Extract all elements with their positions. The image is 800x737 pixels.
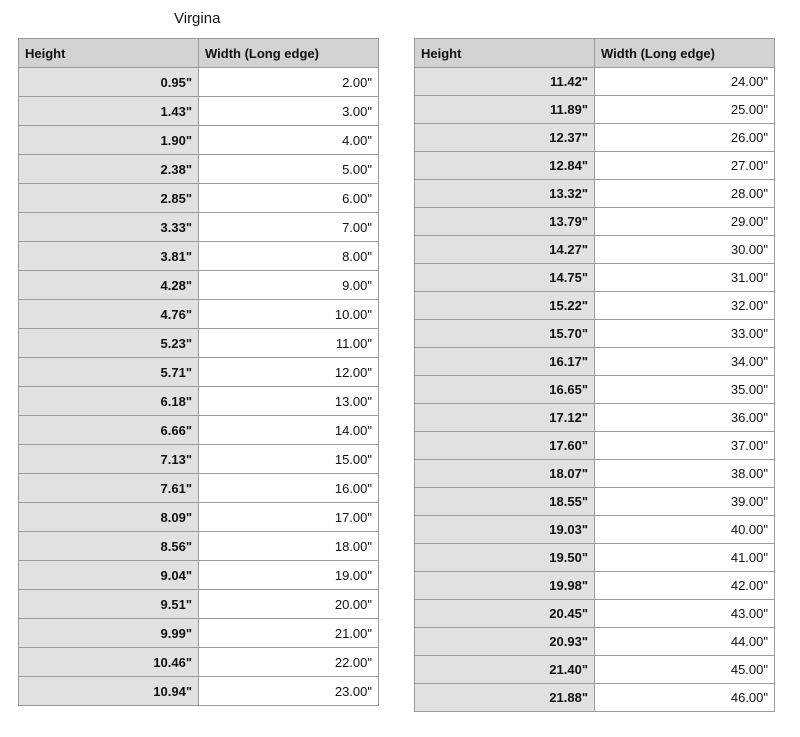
table-row [19, 184, 379, 213]
width-cell: 14.00" [199, 416, 379, 445]
width-cell: 11.00" [199, 329, 379, 358]
table-row [19, 387, 379, 416]
width-cell: 41.00" [595, 544, 775, 572]
width-cell: 43.00" [595, 600, 775, 628]
width-cell: 42.00" [595, 572, 775, 600]
height-cell: 6.66" [19, 416, 199, 445]
height-cell: 0.95" [19, 68, 199, 97]
height-cell: 7.13" [19, 445, 199, 474]
width-cell: 26.00" [595, 124, 775, 152]
width-cell: 40.00" [595, 516, 775, 544]
width-cell: 5.00" [199, 155, 379, 184]
height-cell: 13.32" [415, 180, 595, 208]
width-cell: 21.00" [199, 619, 379, 648]
height-cell: 21.40" [415, 656, 595, 684]
table-row [415, 488, 775, 516]
height-cell: 15.22" [415, 292, 595, 320]
width-cell: 8.00" [199, 242, 379, 271]
size-table-right [414, 38, 775, 712]
table-row [415, 376, 775, 404]
table-row [19, 300, 379, 329]
table-row [19, 213, 379, 242]
width-cell: 46.00" [595, 684, 775, 712]
height-cell: 16.65" [415, 376, 595, 404]
height-cell: 20.93" [415, 628, 595, 656]
table-row [415, 292, 775, 320]
height-cell: 19.03" [415, 516, 595, 544]
width-cell: 34.00" [595, 348, 775, 376]
width-cell: 33.00" [595, 320, 775, 348]
height-cell: 4.28" [19, 271, 199, 300]
height-cell: 10.46" [19, 648, 199, 677]
width-cell: 18.00" [199, 532, 379, 561]
table-row [19, 474, 379, 503]
width-cell: 30.00" [595, 236, 775, 264]
width-cell: 15.00" [199, 445, 379, 474]
width-cell: 9.00" [199, 271, 379, 300]
table-row [19, 155, 379, 184]
height-cell: 18.07" [415, 460, 595, 488]
table-row [19, 358, 379, 387]
width-cell: 3.00" [199, 97, 379, 126]
height-cell: 12.84" [415, 152, 595, 180]
table-row [19, 503, 379, 532]
table-row [415, 460, 775, 488]
width-cell: 35.00" [595, 376, 775, 404]
height-cell: 5.71" [19, 358, 199, 387]
height-cell: 9.99" [19, 619, 199, 648]
table-row [19, 445, 379, 474]
width-cell: 2.00" [199, 68, 379, 97]
height-cell: 4.76" [19, 300, 199, 329]
height-cell: 12.37" [415, 124, 595, 152]
width-cell: 39.00" [595, 488, 775, 516]
table-row [19, 648, 379, 677]
table-row [415, 656, 775, 684]
height-cell: 3.33" [19, 213, 199, 242]
table-row [415, 432, 775, 460]
height-cell: 17.12" [415, 404, 595, 432]
table-row [415, 544, 775, 572]
table-row [415, 684, 775, 712]
table-row [415, 152, 775, 180]
width-cell: 20.00" [199, 590, 379, 619]
height-cell: 21.88" [415, 684, 595, 712]
height-cell: 1.90" [19, 126, 199, 155]
height-cell: 11.89" [415, 96, 595, 124]
width-cell: 45.00" [595, 656, 775, 684]
width-cell: 17.00" [199, 503, 379, 532]
height-cell: 18.55" [415, 488, 595, 516]
table-row [415, 348, 775, 376]
table-row [415, 320, 775, 348]
height-cell: 19.50" [415, 544, 595, 572]
height-cell: 16.17" [415, 348, 595, 376]
table-row [19, 97, 379, 126]
table-header-row [19, 39, 379, 68]
height-cell: 1.43" [19, 97, 199, 126]
width-cell: 29.00" [595, 208, 775, 236]
table-row [415, 208, 775, 236]
width-cell: 6.00" [199, 184, 379, 213]
table-row [19, 619, 379, 648]
width-cell: 22.00" [199, 648, 379, 677]
height-cell: 8.09" [19, 503, 199, 532]
height-cell: 14.75" [415, 264, 595, 292]
height-cell: 3.81" [19, 242, 199, 271]
width-cell: 25.00" [595, 96, 775, 124]
width-cell: 4.00" [199, 126, 379, 155]
table-row [415, 124, 775, 152]
table-row [19, 329, 379, 358]
table-row [19, 242, 379, 271]
table-row [415, 404, 775, 432]
table-row [415, 600, 775, 628]
table-row [415, 516, 775, 544]
width-cell: 37.00" [595, 432, 775, 460]
height-cell: 19.98" [415, 572, 595, 600]
table-row [415, 236, 775, 264]
table-row [19, 532, 379, 561]
width-cell: 36.00" [595, 404, 775, 432]
width-cell: 12.00" [199, 358, 379, 387]
width-cell: 31.00" [595, 264, 775, 292]
size-table-left [18, 38, 379, 706]
table-row [19, 561, 379, 590]
table-row [19, 590, 379, 619]
column-header-width: Width (Long edge) [595, 39, 775, 68]
width-cell: 23.00" [199, 677, 379, 706]
column-header-width: Width (Long edge) [199, 39, 379, 68]
table-row [19, 271, 379, 300]
height-cell: 2.85" [19, 184, 199, 213]
width-cell: 13.00" [199, 387, 379, 416]
width-cell: 24.00" [595, 68, 775, 96]
width-cell: 44.00" [595, 628, 775, 656]
height-cell: 7.61" [19, 474, 199, 503]
height-cell: 11.42" [415, 68, 595, 96]
table-row [415, 264, 775, 292]
height-cell: 6.18" [19, 387, 199, 416]
width-cell: 38.00" [595, 460, 775, 488]
height-cell: 2.38" [19, 155, 199, 184]
table-row [415, 572, 775, 600]
width-cell: 16.00" [199, 474, 379, 503]
table-row [19, 416, 379, 445]
width-cell: 28.00" [595, 180, 775, 208]
height-cell: 15.70" [415, 320, 595, 348]
table-row [19, 677, 379, 706]
height-cell: 9.51" [19, 590, 199, 619]
table-row [415, 96, 775, 124]
width-cell: 10.00" [199, 300, 379, 329]
table-row [415, 628, 775, 656]
height-cell: 14.27" [415, 236, 595, 264]
height-cell: 5.23" [19, 329, 199, 358]
table-row [19, 68, 379, 97]
height-cell: 9.04" [19, 561, 199, 590]
height-cell: 10.94" [19, 677, 199, 706]
height-cell: 8.56" [19, 532, 199, 561]
width-cell: 7.00" [199, 213, 379, 242]
width-cell: 32.00" [595, 292, 775, 320]
table-row [19, 126, 379, 155]
table-row [415, 68, 775, 96]
page-title: Virgina [174, 10, 221, 27]
width-cell: 27.00" [595, 152, 775, 180]
width-cell: 19.00" [199, 561, 379, 590]
height-cell: 20.45" [415, 600, 595, 628]
height-cell: 17.60" [415, 432, 595, 460]
height-cell: 13.79" [415, 208, 595, 236]
column-header-height: Height [415, 39, 595, 68]
table-row [415, 180, 775, 208]
column-header-height: Height [19, 39, 199, 68]
table-header-row [415, 39, 775, 68]
